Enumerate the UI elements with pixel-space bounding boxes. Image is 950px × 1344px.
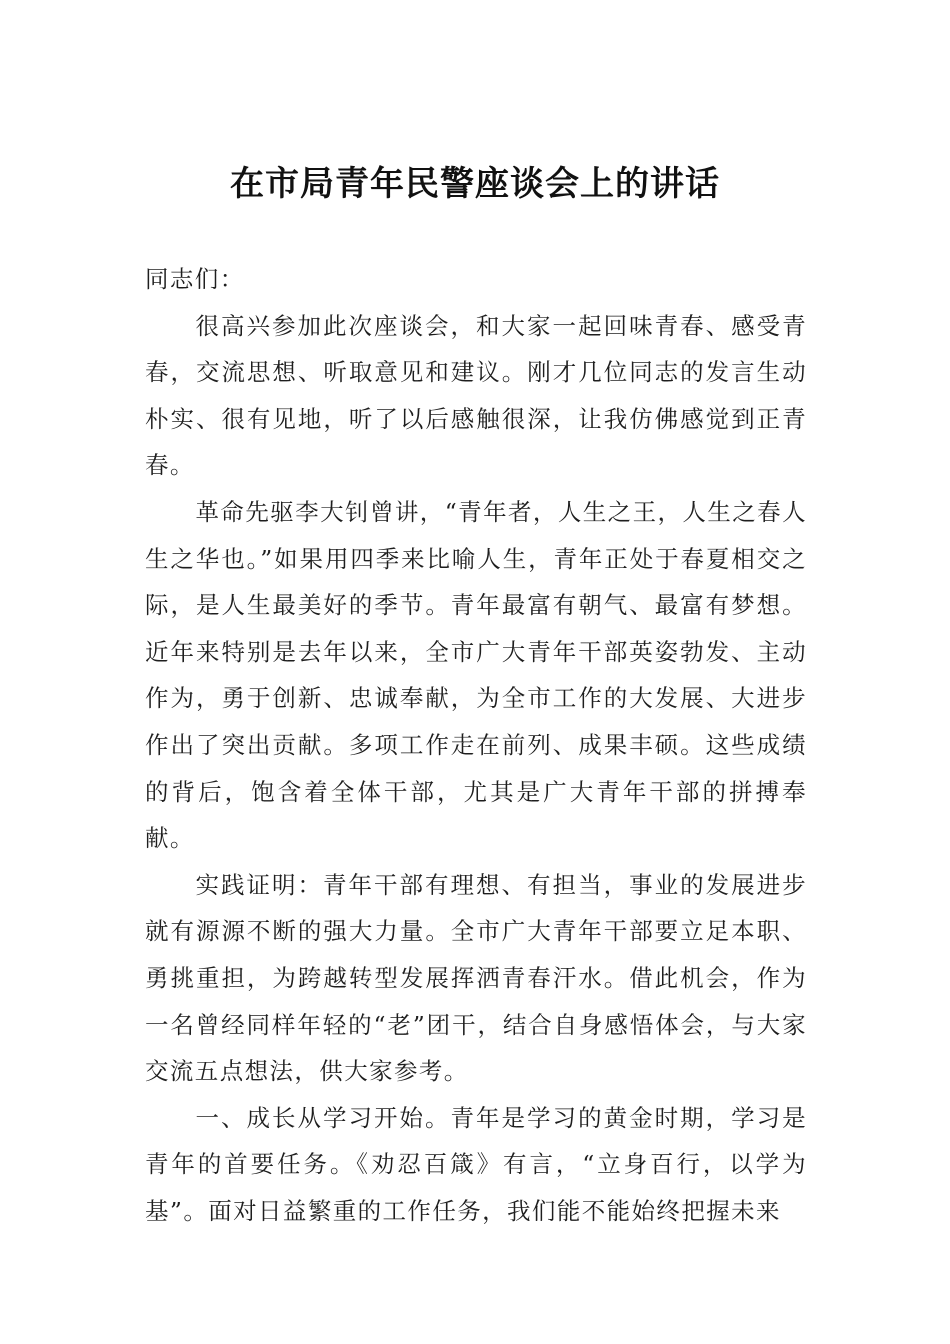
greeting: 同志们： bbox=[145, 265, 245, 293]
paragraph-3: 实践证明：青年干部有理想、有担当，事业的发展进步就有源源不断的强大力量。全市广大青年干部要立足本职、勇挑重担，为跨越转型发展挥洒青春汗水。借此机会，作为一名曾经同样年轻的“老”团干，结合自身感悟体会，与大家交流五点想法，供大家参考。 bbox=[145, 870, 807, 1086]
paragraph-1: 很高兴参加此次座谈会，和大家一起回味青春、感受青春，交流思想、听取意见和建议。刚才几位同志的发言生动朴实、很有见地，听了以后感触很深，让我仿佛感觉到正青春。 bbox=[145, 311, 807, 480]
document-title: 在市局青年民警座谈会上的讲话 bbox=[230, 164, 720, 204]
paragraph-2: 革命先驱李大钊曾讲，“青年者，人生之王，人生之春人生之华也。”如果用四季来比喻人生，青年正处于春夏相交之际，是人生最美好的季节。青年最富有朝气、最富有梦想。近年来特别是去年以来，全市广大青年干部英姿勃发、主动作为，勇于创新、忠诚奉献，为全市工作的大发展、大进步作出了突出贡献。多项工作走在前列、成果丰硕。这些成绩的背后，饱含着全体干部，尤其是广大青年干部的拼搏奉献。 bbox=[145, 497, 807, 853]
paragraph-4: 一、成长从学习开始。青年是学习的黄金时期，学习是青年的首要任务。《劝忍百箴》有言，“立身百行，以学为基”。面对日益繁重的工作任务，我们能不能始终把握未来 bbox=[145, 1103, 807, 1225]
document-body bbox=[145, 256, 807, 1234]
